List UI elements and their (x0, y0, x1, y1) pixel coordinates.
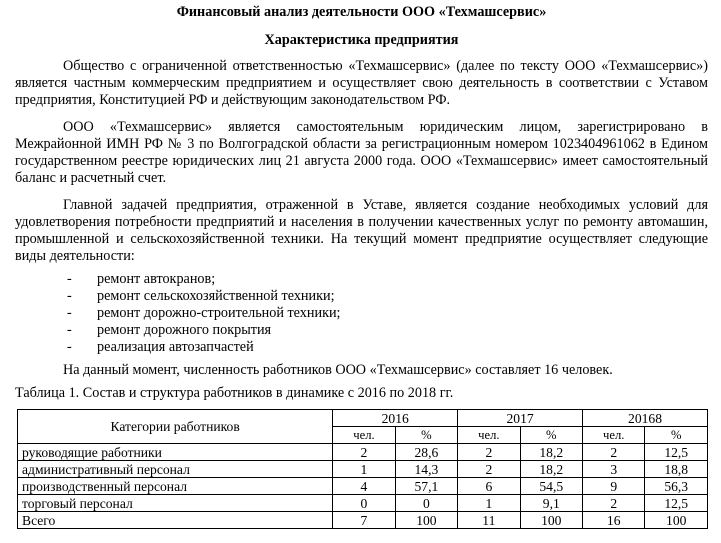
paragraph-headcount: На данный момент, численность работников ООО «Техмашсервис» составляет 16 человек. (63, 362, 613, 378)
category-cell: административный персонал (18, 461, 333, 478)
percent-cell: 100 (520, 512, 583, 529)
count-cell: 0 (333, 495, 395, 512)
percent-cell: 18,2 (520, 461, 583, 478)
list-dash: - (67, 288, 72, 304)
category-cell: торговый персонал (18, 495, 333, 512)
count-cell: 1 (333, 461, 395, 478)
count-cell: 2 (583, 495, 645, 512)
paragraph-legal-status: Общество с ограниченной ответственностью «Техмашсервис» (далее по тексту ООО «Техмашсервис») является частным коммерческим предприятием и осуществляет свою деятельность в соответствии с Уставом предприятия, Конституцией РФ и действующим законодательством РФ. (15, 58, 708, 108)
table-header-row (18, 410, 708, 427)
category-column-header: Категории работников (18, 410, 333, 444)
category-cell: Всего (18, 512, 333, 529)
list-dash: - (67, 271, 72, 287)
year-header: 2016 (333, 410, 458, 427)
percent-cell: 100 (395, 512, 458, 529)
list-item-text: ремонт дорожного покрытия (97, 322, 272, 338)
activities-list (15, 271, 708, 356)
count-cell: 2 (333, 444, 395, 461)
count-subheader: чел. (583, 427, 645, 444)
list-dash: - (67, 322, 72, 338)
count-cell: 6 (458, 478, 520, 495)
count-cell: 3 (583, 461, 645, 478)
list-item (15, 305, 708, 322)
table-caption: Таблица 1. Состав и структура работников в динамике с 2016 по 2018 гг. (15, 385, 454, 401)
count-cell: 2 (458, 461, 520, 478)
list-dash: - (67, 305, 72, 321)
percent-subheader: % (645, 427, 708, 444)
percent-cell: 12,5 (645, 495, 708, 512)
table-row (18, 478, 708, 495)
list-item (15, 339, 708, 356)
count-cell: 2 (458, 444, 520, 461)
count-cell: 2 (583, 444, 645, 461)
percent-cell: 100 (645, 512, 708, 529)
table-row (18, 495, 708, 512)
count-cell: 1 (458, 495, 520, 512)
table-row (18, 444, 708, 461)
percent-cell: 12,5 (645, 444, 708, 461)
year-header: 2017 (458, 410, 583, 427)
table-total-row (18, 512, 708, 529)
staff-structure-table (17, 409, 708, 529)
percent-cell: 54,5 (520, 478, 583, 495)
list-item (15, 271, 708, 288)
count-cell: 9 (583, 478, 645, 495)
list-item-text: ремонт автокранов; (97, 271, 216, 287)
count-cell: 7 (333, 512, 395, 529)
list-item-text: ремонт сельскохозяйственной техники; (97, 288, 335, 304)
list-item (15, 322, 708, 339)
list-item-text: реализация автозапчастей (97, 339, 254, 355)
percent-subheader: % (520, 427, 583, 444)
paragraph-main-task: Главной задачей предприятия, отраженной в Уставе, является создание необходимых условий для удовлетворения потребности предприятий и населения в получении качественных услуг по ремонту автомашин, промышленной и сельскохозяйственной техники. На текущий момент предприятие осуществляет следующие виды деятельности: (15, 197, 708, 264)
percent-cell: 9,1 (520, 495, 583, 512)
percent-cell: 0 (395, 495, 458, 512)
percent-cell: 18,8 (645, 461, 708, 478)
count-subheader: чел. (458, 427, 520, 444)
percent-cell: 14,3 (395, 461, 458, 478)
percent-cell: 57,1 (395, 478, 458, 495)
document-title: Финансовый анализ деятельности ООО «Техмашсервис» (176, 4, 547, 20)
year-header: 20168 (583, 410, 708, 427)
count-cell: 4 (333, 478, 395, 495)
percent-cell: 18,2 (520, 444, 583, 461)
percent-cell: 28,6 (395, 444, 458, 461)
count-subheader: чел. (333, 427, 395, 444)
list-item-text: ремонт дорожно-строительной техники; (97, 305, 341, 321)
list-dash: - (67, 339, 72, 355)
table-body (18, 444, 708, 529)
count-cell: 11 (458, 512, 520, 529)
category-cell: руководящие работники (18, 444, 333, 461)
paragraph-registration: ООО «Техмашсервис» является самостоятельным юридическим лицом, зарегистрировано в Межрайонной ИМН РФ № 3 по Волгоградской области за регистрационным номером 1023404961062 в Едином государственном реестре юридических лиц 21 августа 2000 года. ООО «Техмашсервис» имеет самостоятельный баланс и расчетный счет. (15, 119, 708, 186)
list-item (15, 288, 708, 305)
category-cell: производственный персонал (18, 478, 333, 495)
percent-cell: 56,3 (645, 478, 708, 495)
section-heading: Характеристика предприятия (264, 32, 459, 48)
count-cell: 16 (583, 512, 645, 529)
percent-subheader: % (395, 427, 458, 444)
table-row (18, 461, 708, 478)
